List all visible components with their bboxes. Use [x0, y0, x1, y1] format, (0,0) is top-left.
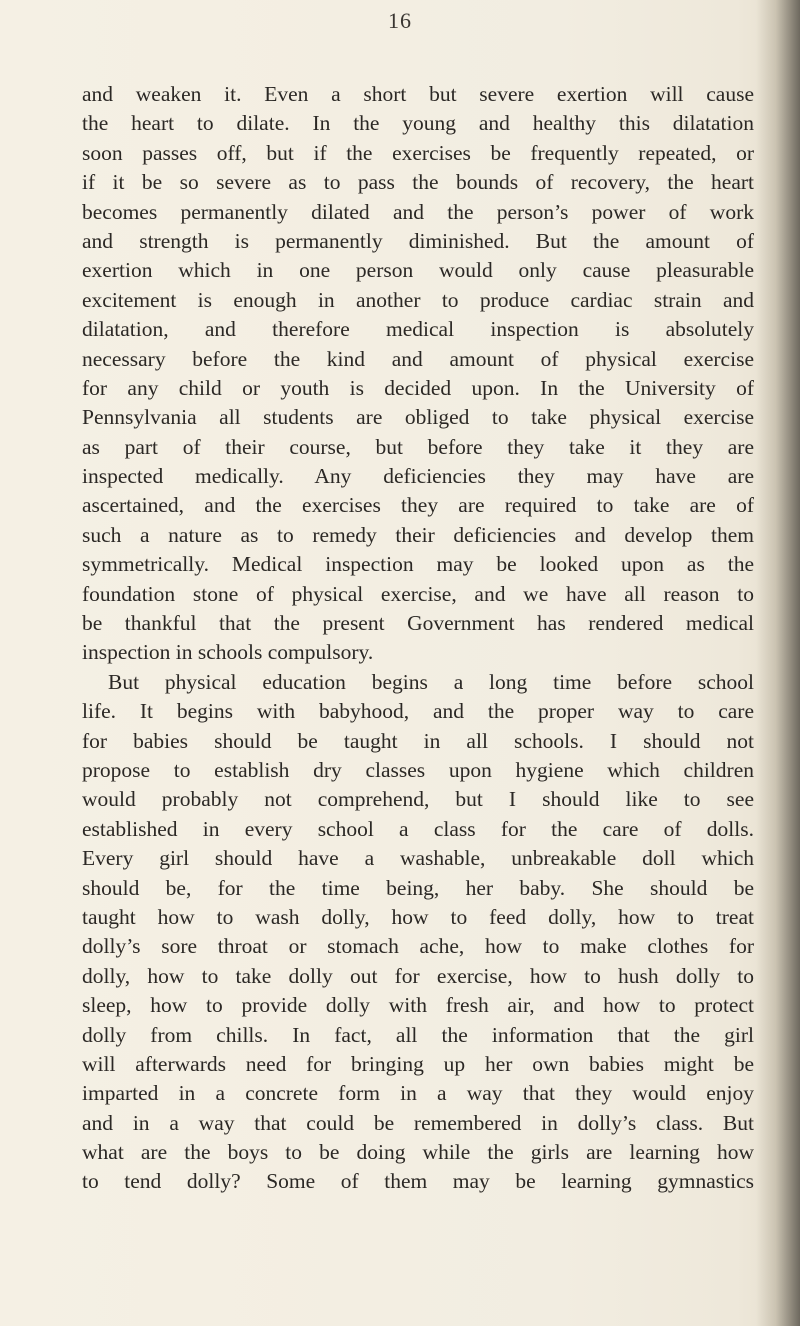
text-line: propose to establish dry classes upon hygiene which children: [82, 757, 754, 782]
text-line: dolly’s sore throat or stomach ache, how to make clothes for: [82, 934, 754, 959]
text-line: and weaken it. Even a short but severe exertion will cause: [82, 82, 754, 106]
text-line: will afterwards need for bringing up her own babies might be: [82, 1051, 754, 1076]
text-line: necessary before the kind and amount of physical exercise: [82, 346, 754, 371]
body-text: [82, 80, 754, 1197]
text-line: the heart to dilate. In the young and healthy this dilatation: [82, 111, 754, 136]
page-number: 16: [388, 8, 412, 33]
text-line: Every girl should have a washable, unbreakable doll which: [82, 846, 754, 871]
text-line: becomes permanently dilated and the person’s power of work: [82, 199, 754, 224]
text-line: sleep, how to provide dolly with fresh air, and how to protect: [82, 993, 754, 1018]
text-line: would probably not comprehend, but I should like to see: [82, 787, 754, 812]
text-line: life. It begins with babyhood, and the proper way to care: [82, 699, 754, 724]
text-line: for babies should be taught in all schools. I should not: [82, 728, 754, 753]
text-line: and in a way that could be remembered in dolly’s class. But: [82, 1110, 754, 1135]
paragraph-end-line: inspection in schools compulsory.: [82, 640, 374, 665]
text-line: exertion which in one person would only cause pleasurable: [82, 258, 754, 283]
text-line: foundation stone of physical exercise, and we have all reason to: [82, 581, 754, 606]
text-line: established in every school a class for the care of dolls.: [82, 816, 754, 841]
paragraph-start-line: But physical education begins a long time before school: [108, 669, 754, 694]
text-line: dolly from chills. In fact, all the information that the girl: [82, 1022, 754, 1047]
text-line: be thankful that the present Government has rendered medical: [82, 611, 754, 636]
text-line: taught how to wash dolly, how to feed dolly, how to treat: [82, 904, 754, 929]
page-edge-shadow: [756, 0, 800, 1326]
text-line: should be, for the time being, her baby. She should be: [82, 875, 754, 900]
text-line: what are the boys to be doing while the girls are learning how: [82, 1140, 754, 1165]
text-line: and strength is permanently diminished. But the amount of: [82, 228, 754, 253]
text-line: such a nature as to remedy their deficiencies and develop them: [82, 522, 754, 547]
text-line: excitement is enough in another to produce cardiac strain and: [82, 287, 754, 312]
text-line: for any child or youth is decided upon. In the University of: [82, 375, 754, 400]
text-line: imparted in a concrete form in a way that they would enjoy: [82, 1081, 754, 1106]
text-line: if it be so severe as to pass the bounds of recovery, the heart: [82, 170, 754, 195]
text-line: symmetrically. Medical inspection may be looked upon as the: [82, 552, 754, 577]
text-line: inspected medically. Any deficiencies they may have are: [82, 464, 754, 489]
text-line: to tend dolly? Some of them may be learning gymnastics: [82, 1169, 754, 1194]
text-line: dolly, how to take dolly out for exercise, how to hush dolly to: [82, 963, 754, 988]
text-line: dilatation, and therefore medical inspection is absolutely: [82, 317, 754, 342]
text-line: Pennsylvania all students are obliged to take physical exercise: [82, 405, 754, 430]
text-line: soon passes off, but if the exercises be frequently repeated, or: [82, 140, 754, 165]
text-line: as part of their course, but before they take it they are: [82, 434, 754, 459]
text-line: ascertained, and the exercises they are required to take are of: [82, 493, 754, 518]
